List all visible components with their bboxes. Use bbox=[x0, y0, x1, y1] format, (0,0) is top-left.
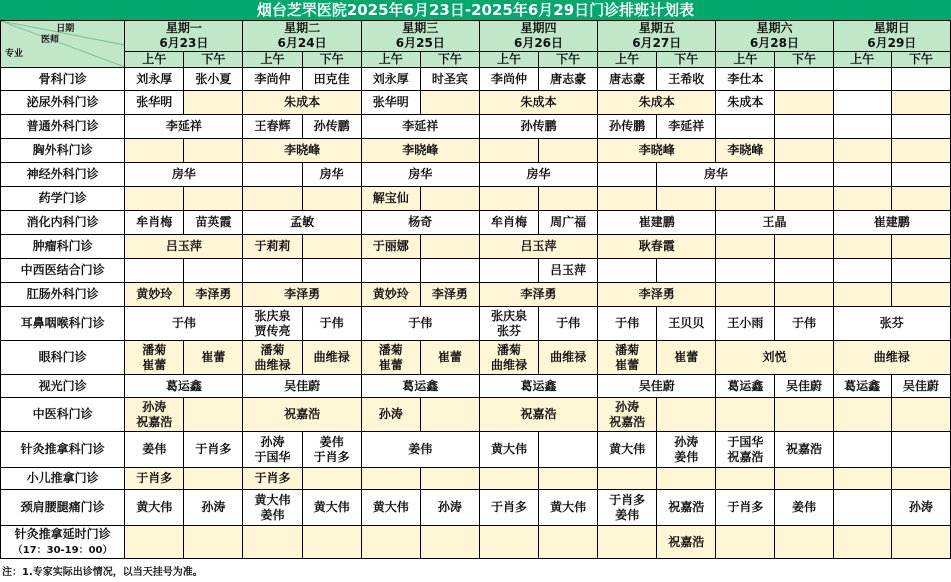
pm-header: 下午 bbox=[657, 52, 716, 68]
empty-cell bbox=[833, 468, 891, 490]
empty-cell bbox=[598, 468, 657, 490]
schedule-row bbox=[1, 211, 951, 235]
doctor-cell: 孙涛 bbox=[420, 490, 479, 526]
empty-cell bbox=[716, 283, 775, 307]
doctor-cell: 黄妙玲 bbox=[125, 283, 184, 307]
doctor-cell: 于肖多 bbox=[479, 490, 538, 526]
doctor-cell: 李泽勇 bbox=[243, 283, 361, 307]
empty-cell bbox=[775, 398, 833, 432]
doctor-cell: 吕玉萍 bbox=[479, 235, 597, 259]
dept-name: 视光门诊 bbox=[1, 375, 125, 398]
empty-cell bbox=[125, 187, 184, 211]
empty-cell bbox=[539, 432, 598, 468]
am-header: 上午 bbox=[598, 52, 657, 68]
empty-cell bbox=[716, 115, 775, 139]
doctor-cell: 于伟 bbox=[775, 307, 833, 341]
doctor-cell: 李泽勇 bbox=[479, 283, 597, 307]
day-date: 6月25日 bbox=[395, 36, 445, 50]
am-header: 上午 bbox=[243, 52, 302, 68]
doctor-cell: 于肖多 bbox=[243, 468, 302, 490]
empty-cell bbox=[891, 398, 950, 432]
doctor-cell: 李晓峰 bbox=[243, 139, 361, 163]
doctor-cell: 田克佳 bbox=[302, 68, 361, 91]
doctor-cell: 孙传鹏 bbox=[479, 115, 597, 139]
empty-cell bbox=[833, 187, 891, 211]
day-weekday: 星期二 bbox=[284, 21, 321, 35]
doctor-cell: 孙涛 姜伟 bbox=[657, 432, 716, 468]
schedule-row bbox=[1, 139, 951, 163]
doctor-cell: 于肖多 bbox=[716, 490, 775, 526]
empty-cell bbox=[302, 468, 361, 490]
pm-header: 下午 bbox=[775, 52, 833, 68]
doctor-cell: 唐志豪 bbox=[539, 68, 598, 91]
empty-cell bbox=[539, 468, 598, 490]
doctor-cell: 王春辉 bbox=[243, 115, 302, 139]
day-header bbox=[361, 21, 479, 52]
empty-cell bbox=[833, 68, 891, 91]
empty-cell bbox=[833, 259, 891, 283]
doctor-cell: 吴佳蔚 bbox=[775, 375, 833, 398]
empty-cell bbox=[420, 526, 479, 559]
doctor-cell: 牟肖梅 bbox=[125, 211, 184, 235]
day-weekday: 星期四 bbox=[520, 21, 557, 35]
schedule-row bbox=[1, 490, 951, 526]
schedule-row bbox=[1, 163, 951, 187]
doctor-cell: 曲维禄 bbox=[302, 341, 361, 375]
empty-cell bbox=[891, 68, 950, 91]
doctor-cell: 刘悦 bbox=[716, 341, 833, 375]
empty-cell bbox=[833, 139, 891, 163]
doctor-cell: 李尚仲 bbox=[243, 68, 302, 91]
empty-cell bbox=[243, 187, 302, 211]
empty-cell bbox=[891, 468, 950, 490]
doctor-cell: 姜伟 bbox=[125, 432, 184, 468]
pm-header: 下午 bbox=[184, 52, 243, 68]
doctor-cell: 于伟 bbox=[598, 307, 657, 341]
doctor-cell: 解宝仙 bbox=[361, 187, 420, 211]
doctor-cell: 祝嘉浩 bbox=[479, 398, 597, 432]
doctor-cell: 房华 bbox=[657, 163, 775, 187]
doctor-cell: 黄大伟 姜伟 bbox=[243, 490, 302, 526]
doctor-cell: 吴佳蔚 bbox=[598, 375, 716, 398]
empty-cell bbox=[479, 259, 538, 283]
empty-cell bbox=[716, 398, 775, 432]
empty-cell bbox=[775, 526, 833, 559]
schedule-table bbox=[0, 20, 951, 559]
corner-doctor-label: 医师 bbox=[41, 35, 60, 45]
dept-name: 针灸推拿延时门诊 （17：30-19：00） bbox=[1, 526, 125, 559]
empty-cell bbox=[833, 432, 891, 468]
empty-cell bbox=[184, 468, 243, 490]
empty-cell bbox=[775, 259, 833, 283]
dept-name: 神经外科门诊 bbox=[1, 163, 125, 187]
dept-name: 中西医结合门诊 bbox=[1, 259, 125, 283]
doctor-cell: 房华 bbox=[479, 163, 597, 187]
doctor-cell: 李泽勇 bbox=[420, 283, 479, 307]
empty-cell bbox=[775, 468, 833, 490]
day-date: 6月24日 bbox=[277, 36, 327, 50]
doctor-cell: 黄大伟 bbox=[302, 490, 361, 526]
doctor-cell: 李延祥 bbox=[361, 115, 479, 139]
doctor-cell: 李仕本 bbox=[716, 68, 775, 91]
doctor-cell: 吕玉萍 bbox=[125, 235, 243, 259]
doctor-cell: 于国华 祝嘉浩 bbox=[716, 432, 775, 468]
empty-cell bbox=[479, 468, 538, 490]
doctor-cell: 孙传鹏 bbox=[598, 115, 657, 139]
doctor-cell: 唐志豪 bbox=[598, 68, 657, 91]
dept-name: 肿瘤科门诊 bbox=[1, 235, 125, 259]
empty-cell bbox=[420, 398, 479, 432]
dept-name: 普通外科门诊 bbox=[1, 115, 125, 139]
doctor-cell: 姜伟 于肖多 bbox=[302, 432, 361, 468]
doctor-cell: 于伟 bbox=[539, 307, 598, 341]
schedule-row bbox=[1, 91, 951, 115]
day-weekday: 星期日 bbox=[873, 21, 910, 35]
empty-cell bbox=[775, 91, 833, 115]
doctor-cell: 李延祥 bbox=[125, 115, 243, 139]
doctor-cell: 葛运鑫 bbox=[716, 375, 775, 398]
doctor-cell: 黄大伟 bbox=[539, 490, 598, 526]
pm-header: 下午 bbox=[891, 52, 950, 68]
schedule-row bbox=[1, 375, 951, 398]
schedule-row bbox=[1, 259, 951, 283]
empty-cell bbox=[420, 468, 479, 490]
schedule-row bbox=[1, 432, 951, 468]
empty-cell bbox=[479, 139, 538, 163]
empty-cell bbox=[775, 235, 833, 259]
doctor-cell: 姜伟 bbox=[775, 490, 833, 526]
empty-cell bbox=[125, 259, 184, 283]
day-weekday: 星期五 bbox=[638, 21, 675, 35]
corner-dept-label: 专业 bbox=[5, 49, 24, 59]
doctor-cell: 吴佳蔚 bbox=[891, 375, 950, 398]
doctor-cell: 黄大伟 bbox=[361, 490, 420, 526]
doctor-cell: 于伟 bbox=[361, 307, 479, 341]
day-header bbox=[479, 21, 597, 52]
doctor-cell: 朱成本 bbox=[598, 91, 716, 115]
doctor-cell: 于肖多 bbox=[125, 468, 184, 490]
doctor-cell: 吕玉萍 bbox=[539, 259, 598, 283]
empty-cell bbox=[657, 398, 716, 432]
doctor-cell: 李泽勇 bbox=[598, 283, 716, 307]
empty-cell bbox=[833, 115, 891, 139]
empty-cell bbox=[657, 259, 716, 283]
doctor-cell: 孙涛 祝嘉浩 bbox=[125, 398, 184, 432]
doctor-cell: 张华明 bbox=[125, 91, 184, 115]
doctor-cell: 吴佳蔚 bbox=[243, 375, 361, 398]
empty-cell bbox=[833, 526, 891, 559]
day-weekday: 星期一 bbox=[165, 21, 202, 35]
doctor-cell: 耿春霞 bbox=[598, 235, 716, 259]
doctor-cell: 孙涛 bbox=[891, 490, 950, 526]
doctor-cell: 房华 bbox=[361, 163, 479, 187]
doctor-cell: 祝嘉浩 bbox=[775, 432, 833, 468]
doctor-cell: 房华 bbox=[302, 163, 361, 187]
schedule-row bbox=[1, 468, 951, 490]
empty-cell bbox=[184, 187, 243, 211]
empty-cell bbox=[420, 91, 479, 115]
doctor-cell: 房华 bbox=[125, 163, 243, 187]
doctor-cell: 祝嘉浩 bbox=[657, 526, 716, 559]
dept-name: 骨科门诊 bbox=[1, 68, 125, 91]
empty-cell bbox=[891, 91, 950, 115]
doctor-cell: 李晓峰 bbox=[361, 139, 479, 163]
pm-header: 下午 bbox=[420, 52, 479, 68]
doctor-cell: 葛运鑫 bbox=[361, 375, 479, 398]
empty-cell bbox=[716, 235, 775, 259]
dept-name: 小儿推拿门诊 bbox=[1, 468, 125, 490]
doctor-cell: 于伟 bbox=[125, 307, 243, 341]
empty-cell bbox=[833, 235, 891, 259]
schedule-row bbox=[1, 187, 951, 211]
doctor-cell: 李晓峰 bbox=[598, 139, 716, 163]
page-title: 烟台芝罘医院2025年6月23日-2025年6月29日门诊排班计划表 bbox=[0, 0, 951, 21]
header-corner bbox=[1, 21, 125, 68]
empty-cell bbox=[302, 187, 361, 211]
empty-cell bbox=[775, 163, 833, 187]
empty-cell bbox=[361, 259, 420, 283]
empty-cell bbox=[716, 468, 775, 490]
empty-cell bbox=[891, 432, 950, 468]
day-date: 6月23日 bbox=[159, 36, 209, 50]
empty-cell bbox=[361, 468, 420, 490]
footer-note: 注：1.专家实际出诊情况，以当天挂号为准。 bbox=[2, 567, 203, 578]
doctor-cell: 王希收 bbox=[657, 68, 716, 91]
empty-cell bbox=[302, 235, 361, 259]
doctor-cell: 张小夏 bbox=[184, 68, 243, 91]
empty-cell bbox=[775, 68, 833, 91]
doctor-cell: 于丽娜 bbox=[361, 235, 420, 259]
dept-name: 肛肠外科门诊 bbox=[1, 283, 125, 307]
day-weekday: 星期三 bbox=[402, 21, 439, 35]
doctor-cell: 李尚仲 bbox=[479, 68, 538, 91]
empty-cell bbox=[891, 283, 950, 307]
empty-cell bbox=[184, 398, 243, 432]
empty-cell bbox=[302, 526, 361, 559]
empty-cell bbox=[833, 163, 891, 187]
empty-cell bbox=[833, 490, 891, 526]
doctor-cell: 崔蕾 bbox=[657, 341, 716, 375]
doctor-cell: 曲维禄 bbox=[539, 341, 598, 375]
doctor-cell: 李延祥 bbox=[657, 115, 716, 139]
am-header: 上午 bbox=[361, 52, 420, 68]
day-date: 6月26日 bbox=[513, 36, 564, 50]
empty-cell bbox=[479, 187, 538, 211]
am-header: 上午 bbox=[833, 52, 891, 68]
empty-cell bbox=[184, 139, 243, 163]
doctor-cell: 张芬 bbox=[833, 307, 950, 341]
dept-name: 针灸推拿科门诊 bbox=[1, 432, 125, 468]
empty-cell bbox=[891, 187, 950, 211]
day-header bbox=[833, 21, 950, 52]
schedule-row bbox=[1, 68, 951, 91]
doctor-cell: 王小雨 bbox=[716, 307, 775, 341]
doctor-cell: 葛运鑫 bbox=[125, 375, 243, 398]
doctor-cell: 王晶 bbox=[716, 211, 833, 235]
doctor-cell: 潘菊 崔蕾 bbox=[598, 341, 657, 375]
doctor-cell: 潘菊 曲维禄 bbox=[479, 341, 538, 375]
doctor-cell: 黄大伟 bbox=[479, 432, 538, 468]
doctor-cell: 潘菊 崔蕾 bbox=[361, 341, 420, 375]
empty-cell bbox=[125, 526, 184, 559]
schedule-row bbox=[1, 341, 951, 375]
schedule-row bbox=[1, 115, 951, 139]
schedule-row bbox=[1, 526, 951, 559]
doctor-cell: 刘永厚 bbox=[125, 68, 184, 91]
doctor-cell: 朱成本 bbox=[479, 91, 597, 115]
doctor-cell: 祝嘉浩 bbox=[243, 398, 361, 432]
empty-cell bbox=[775, 187, 833, 211]
empty-cell bbox=[598, 187, 657, 211]
doctor-cell: 崔蕾 bbox=[184, 341, 243, 375]
dept-name: 颈肩腰腿痛门诊 bbox=[1, 490, 125, 526]
schedule-row bbox=[1, 235, 951, 259]
doctor-cell: 黄大伟 bbox=[598, 432, 657, 468]
doctor-cell: 牟肖梅 bbox=[479, 211, 538, 235]
schedule-row bbox=[1, 398, 951, 432]
empty-cell bbox=[539, 526, 598, 559]
empty-cell bbox=[891, 259, 950, 283]
empty-cell bbox=[420, 235, 479, 259]
doctor-cell: 孙涛 bbox=[184, 490, 243, 526]
doctor-cell: 潘菊 崔蕾 bbox=[125, 341, 184, 375]
doctor-cell: 崔建鹏 bbox=[833, 211, 950, 235]
doctor-cell: 于莉莉 bbox=[243, 235, 302, 259]
doctor-cell: 张庆泉 张芬 bbox=[479, 307, 538, 341]
empty-cell bbox=[775, 283, 833, 307]
empty-cell bbox=[420, 187, 479, 211]
empty-cell bbox=[184, 259, 243, 283]
doctor-cell: 孙涛 祝嘉浩 bbox=[598, 398, 657, 432]
doctor-cell: 祝嘉浩 bbox=[657, 490, 716, 526]
doctor-cell: 朱成本 bbox=[716, 91, 775, 115]
empty-cell bbox=[891, 115, 950, 139]
doctor-cell: 葛运鑫 bbox=[479, 375, 597, 398]
doctor-cell: 李泽勇 bbox=[184, 283, 243, 307]
doctor-cell: 曲维禄 bbox=[833, 341, 950, 375]
corner-date-label: 日期 bbox=[56, 24, 75, 34]
empty-cell bbox=[716, 259, 775, 283]
empty-cell bbox=[184, 526, 243, 559]
empty-cell bbox=[657, 468, 716, 490]
day-weekday: 星期六 bbox=[756, 21, 793, 35]
doctor-cell: 孙涛 bbox=[361, 398, 420, 432]
empty-cell bbox=[891, 526, 950, 559]
schedule-row bbox=[1, 283, 951, 307]
doctor-cell: 刘永厚 bbox=[361, 68, 420, 91]
am-header: 上午 bbox=[125, 52, 184, 68]
empty-cell bbox=[716, 526, 775, 559]
empty-cell bbox=[833, 398, 891, 432]
empty-cell bbox=[125, 139, 184, 163]
empty-cell bbox=[302, 259, 361, 283]
doctor-cell: 黄大伟 bbox=[125, 490, 184, 526]
day-date: 6月28日 bbox=[749, 36, 799, 50]
doctor-cell: 周广福 bbox=[539, 211, 598, 235]
dept-name: 药学门诊 bbox=[1, 187, 125, 211]
empty-cell bbox=[479, 526, 538, 559]
doctor-cell: 朱成本 bbox=[243, 91, 361, 115]
empty-cell bbox=[833, 91, 891, 115]
doctor-cell: 王贝贝 bbox=[657, 307, 716, 341]
doctor-cell: 于肖多 bbox=[184, 432, 243, 468]
dept-name: 眼科门诊 bbox=[1, 341, 125, 375]
day-header bbox=[716, 21, 833, 52]
empty-cell bbox=[775, 115, 833, 139]
empty-cell bbox=[420, 259, 479, 283]
doctor-cell: 孙涛 于国华 bbox=[243, 432, 302, 468]
pm-header: 下午 bbox=[302, 52, 361, 68]
empty-cell bbox=[539, 139, 598, 163]
doctor-cell: 崔蕾 bbox=[420, 341, 479, 375]
empty-cell bbox=[891, 163, 950, 187]
day-date: 6月27日 bbox=[632, 36, 682, 50]
doctor-cell: 孟敏 bbox=[243, 211, 361, 235]
doctor-cell: 潘菊 曲维禄 bbox=[243, 341, 302, 375]
doctor-cell: 姜伟 bbox=[361, 432, 479, 468]
empty-cell bbox=[716, 187, 775, 211]
day-header bbox=[598, 21, 716, 52]
empty-cell bbox=[539, 187, 598, 211]
doctor-cell: 李晓峰 bbox=[716, 139, 775, 163]
doctor-cell: 崔建鹏 bbox=[598, 211, 716, 235]
dept-name: 耳鼻咽喉科门诊 bbox=[1, 307, 125, 341]
empty-cell bbox=[361, 526, 420, 559]
dept-name: 消化内科门诊 bbox=[1, 211, 125, 235]
empty-cell bbox=[657, 187, 716, 211]
empty-cell bbox=[598, 163, 657, 187]
am-header: 上午 bbox=[479, 52, 538, 68]
empty-cell bbox=[833, 283, 891, 307]
doctor-cell: 黄妙玲 bbox=[361, 283, 420, 307]
empty-cell bbox=[891, 139, 950, 163]
am-header: 上午 bbox=[716, 52, 775, 68]
empty-cell bbox=[243, 163, 302, 187]
empty-cell bbox=[243, 259, 302, 283]
dept-name: 泌尿外科门诊 bbox=[1, 91, 125, 115]
day-header bbox=[125, 21, 243, 52]
doctor-cell: 孙传鹏 bbox=[302, 115, 361, 139]
schedule-row bbox=[1, 307, 951, 341]
pm-header: 下午 bbox=[539, 52, 598, 68]
doctor-cell: 于肖多 姜伟 bbox=[598, 490, 657, 526]
doctor-cell: 张华明 bbox=[361, 91, 420, 115]
dept-name: 胸外科门诊 bbox=[1, 139, 125, 163]
empty-cell bbox=[598, 259, 657, 283]
dept-name: 中医科门诊 bbox=[1, 398, 125, 432]
empty-cell bbox=[775, 139, 833, 163]
doctor-cell: 张庆泉 贾传亮 bbox=[243, 307, 302, 341]
empty-cell bbox=[598, 526, 657, 559]
doctor-cell: 葛运鑫 bbox=[833, 375, 891, 398]
empty-cell bbox=[184, 91, 243, 115]
day-header bbox=[243, 21, 361, 52]
doctor-cell: 苗英霞 bbox=[184, 211, 243, 235]
doctor-cell: 于伟 bbox=[302, 307, 361, 341]
doctor-cell: 杨奇 bbox=[361, 211, 479, 235]
day-date: 6月29日 bbox=[867, 36, 917, 50]
doctor-cell: 时圣宾 bbox=[420, 68, 479, 91]
empty-cell bbox=[243, 526, 302, 559]
empty-cell bbox=[891, 235, 950, 259]
